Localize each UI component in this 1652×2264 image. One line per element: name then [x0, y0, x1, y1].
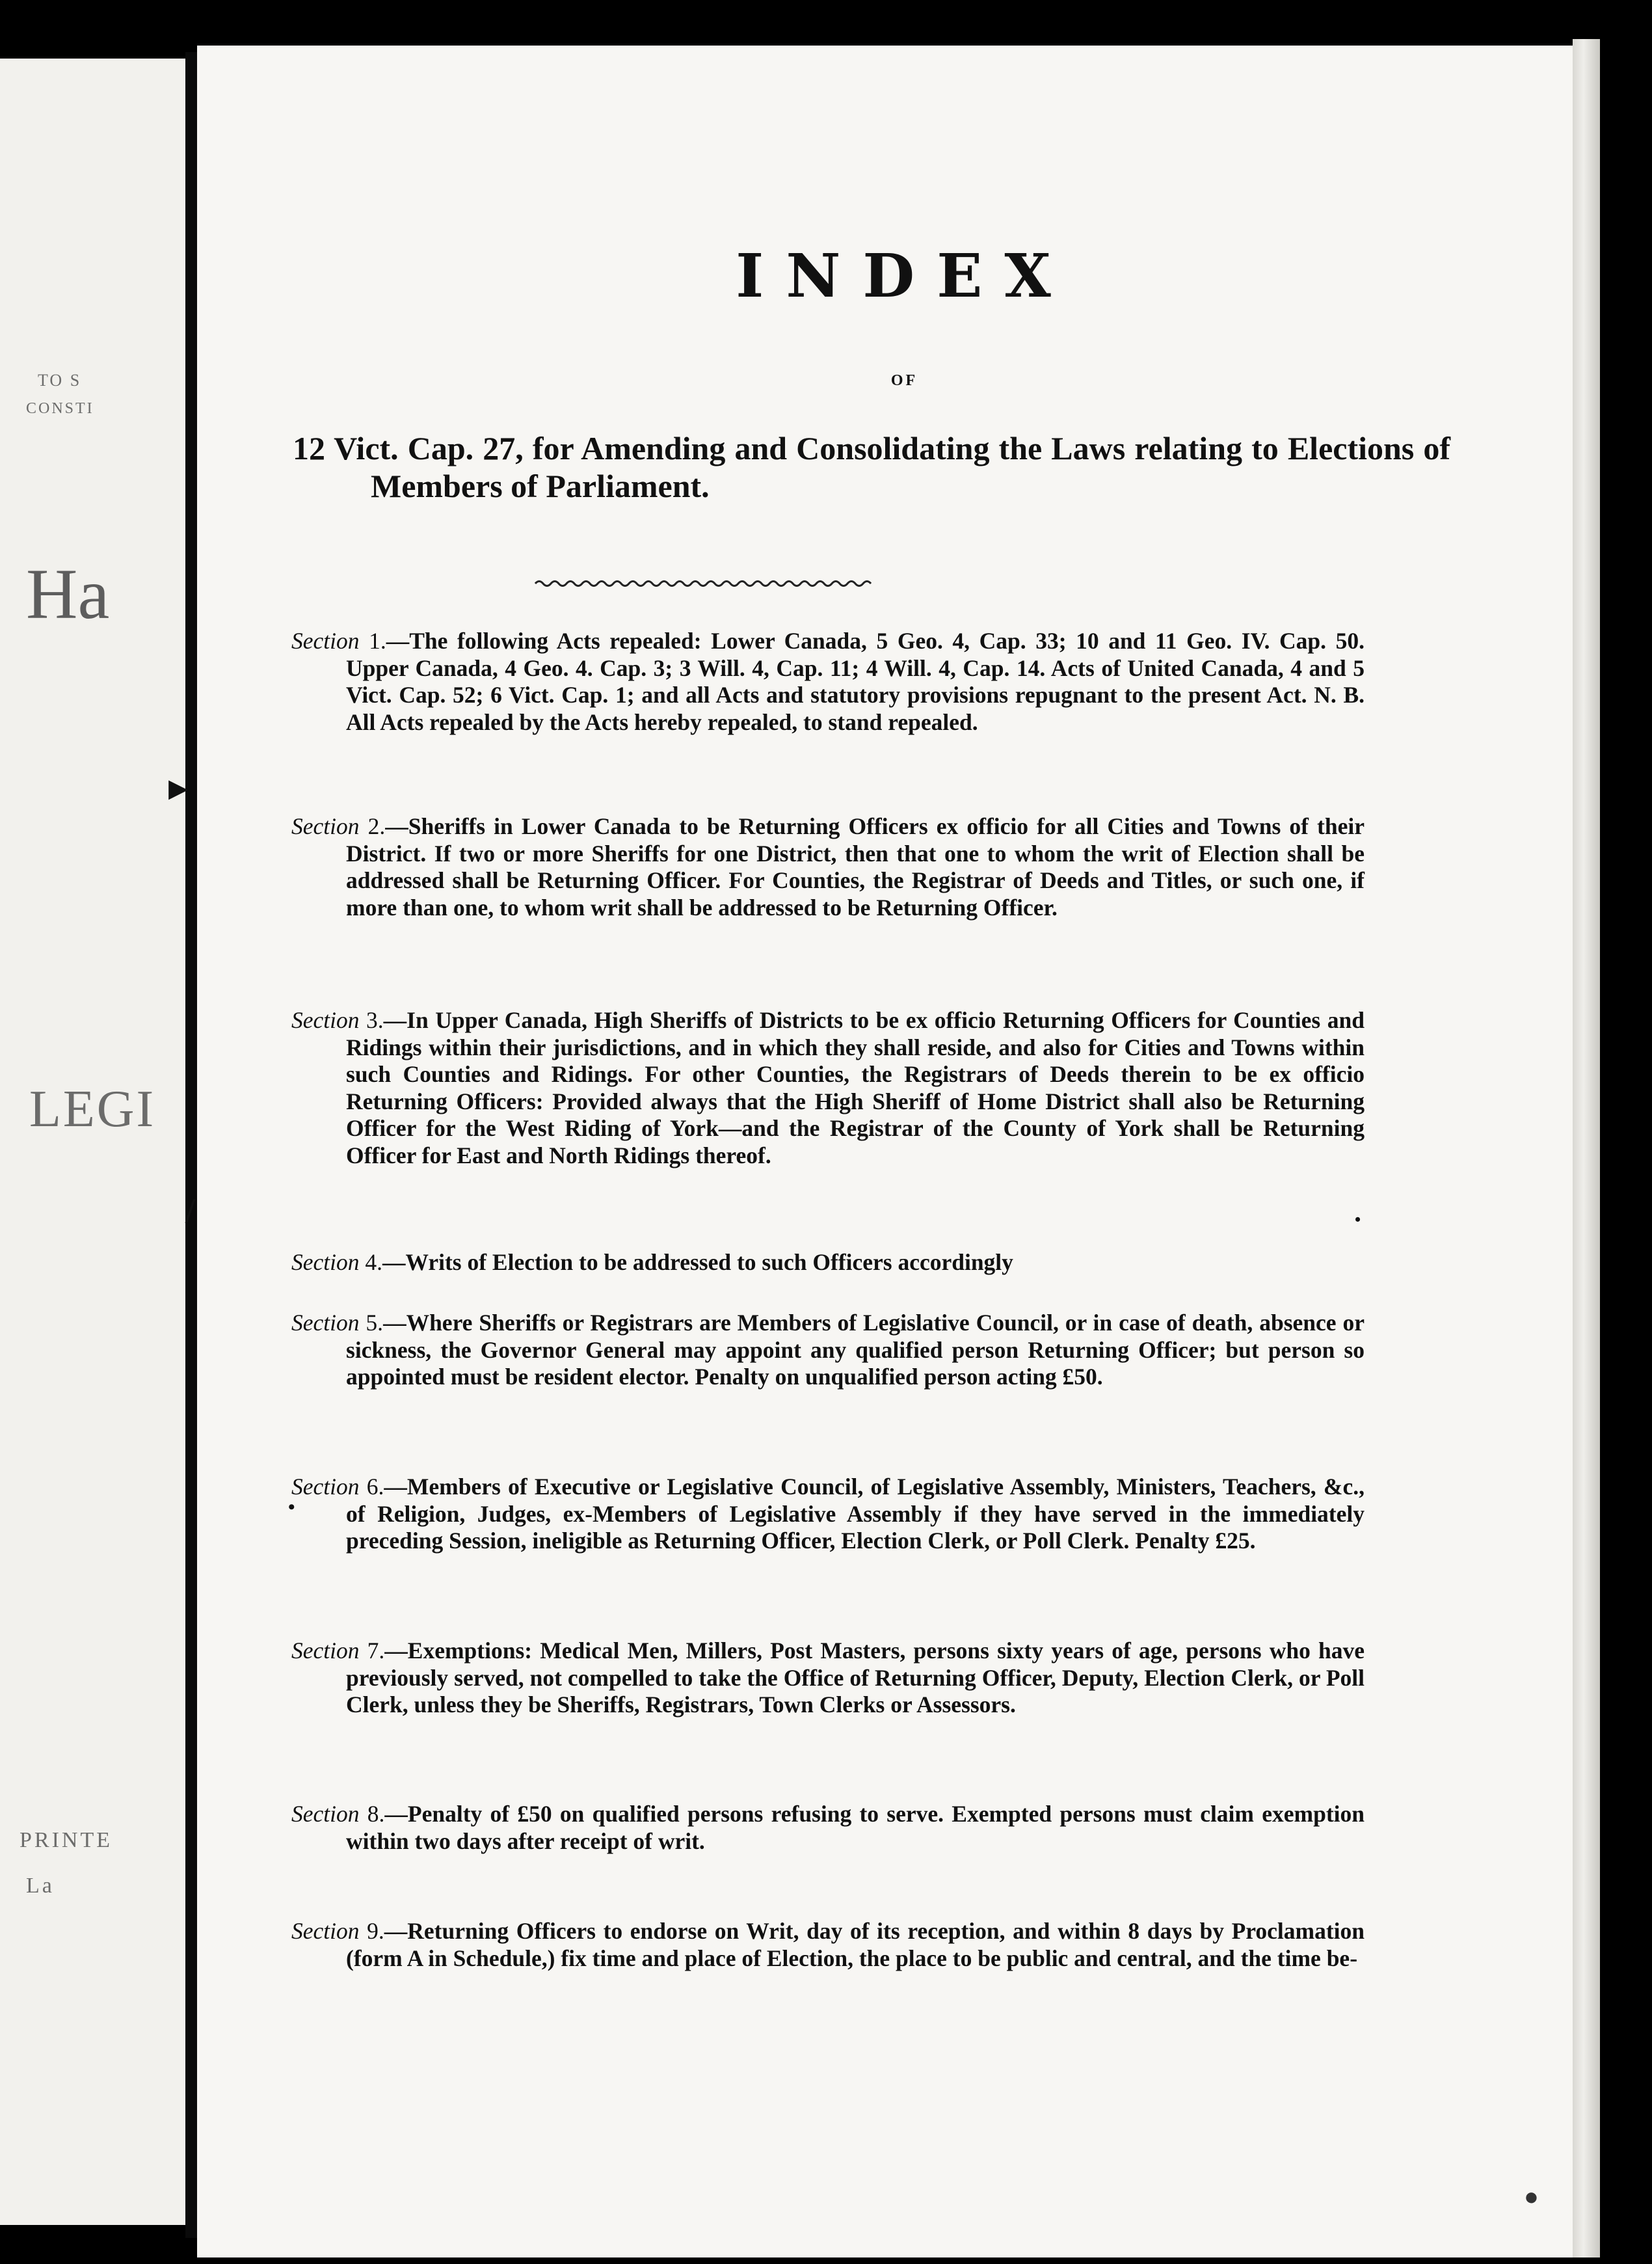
margin-dot: •	[1355, 1210, 1361, 1229]
section-label: Section	[291, 1310, 360, 1336]
margin-dot: ●	[1524, 2183, 1539, 2211]
margin-mark: ▸	[168, 766, 189, 809]
section-number: 1.	[359, 628, 386, 654]
section-text: —The following Acts repealed: Lower Canada, 5 Geo. 4, Cap. 33; 10 and 11 Geo. IV. Cap. 50. Upper Canada, 4 Geo. 4. Cap. 3; 3 Will. 4, Cap. 11; 4 Will. 4, Cap. 14. Acts of United Canada, 4 and 5 Vict. Cap. 52; 6 Vict. Cap. 1; and all Acts and statutory provisions repugnant to the present Act. N. B. All Acts repealed by the Acts hereby repealed, to stand repealed.	[346, 628, 1365, 735]
section-number: 9.	[359, 1918, 384, 1944]
left-fragment-la: La	[26, 1874, 55, 1898]
margin-dot: •	[288, 1496, 295, 1518]
page-edge	[1573, 39, 1600, 2257]
section-9	[291, 1918, 1365, 1972]
section-number: 6.	[359, 1474, 384, 1500]
section-number: 7.	[359, 1637, 385, 1664]
page-title: INDEX	[736, 241, 1073, 311]
section-number: 4.	[359, 1249, 382, 1275]
section-label: Section	[291, 628, 360, 654]
section-2	[291, 813, 1365, 921]
section-label: Section	[291, 1474, 360, 1500]
section-label: Section	[291, 1637, 360, 1664]
section-number: 8.	[359, 1801, 385, 1827]
binding-gutter	[185, 52, 197, 2238]
section-label: Section	[291, 1249, 360, 1275]
section-1	[291, 628, 1365, 736]
section-label: Section	[291, 1007, 360, 1033]
section-5	[291, 1310, 1365, 1391]
page-subtitle: 12 Vict. Cap. 27, for Amending and Consolidating the Laws relating to Elections of Members of Parliament.	[293, 430, 1450, 504]
section-text: —Penalty of £50 on qualified persons refusing to serve. Exempted persons must claim exemption within two days after receipt of writ.	[346, 1801, 1365, 1854]
section-4	[291, 1249, 1365, 1276]
section-8	[291, 1801, 1365, 1855]
left-fragment-const: CONSTI	[26, 400, 94, 417]
section-text: —Where Sheriffs or Registrars are Members of Legislative Council, or in case of death, absence or sickness, the Governor General may appoint any qualified person Returning Officer; but person so appointed must be resident elector. Penalty on unqualified person acting £50.	[346, 1310, 1365, 1390]
section-label: Section	[291, 1918, 360, 1944]
section-text: —Exemptions: Medical Men, Millers, Post Masters, persons sixty years of age, persons who have previously served, not compelled to take the Office of Returning Officer, Deputy, Election Clerk, or Poll Clerk, unless they be Sheriffs, Registrars, Town Clerks or Assessors.	[346, 1637, 1365, 1718]
section-text: —Writs of Election to be addressed to such Officers accordingly	[382, 1249, 1013, 1275]
section-text: —In Upper Canada, High Sheriffs of Districts to be ex officio Returning Officers for Counties and Ridings within their jurisdictions, and in which they shall reside, and also for Cities and Towns within such Counties and Ridings. For other Counties, the Registrars of Deeds therein to be ex officio Returning Officers: Provided always that the High Sheriff of Home District shall also be Returning Officer for the West Riding of York—and the Registrar of the County of York shall be Returning Officer for East and North Ridings thereof.	[346, 1007, 1365, 1168]
index-page	[168, 46, 1573, 2257]
section-label: Section	[291, 1801, 360, 1827]
section-3	[291, 1007, 1365, 1169]
section-7	[291, 1637, 1365, 1719]
margin-mark: /	[185, 1191, 196, 1230]
previous-page-fragment	[0, 59, 185, 2225]
section-text: —Sheriffs in Lower Canada to be Returning Officers ex officio for all Cities and Towns of their District. If two or more Sheriffs for one District, then that one to whom the writ of Election shall be addressed shall be Returning Officer. For Counties, the Registrar of Deeds and Titles, or such one, if more than one, to whom writ shall be addressed to be Returning Officer.	[346, 813, 1365, 921]
left-fragment-leg: LEGI	[29, 1081, 156, 1138]
title-connector: OF	[890, 372, 918, 389]
section-text: —Returning Officers to endorse on Writ, day of its reception, and within 8 days by Proclamation (form A in Schedule,) fix time and place of Election, the place to be public and central, and the time be-	[346, 1918, 1365, 1971]
left-fragment-print: PRINTE	[20, 1828, 113, 1852]
section-number: 2.	[359, 813, 386, 839]
section-label: Section	[291, 813, 360, 839]
section-text: —Members of Executive or Legislative Council, of Legislative Assembly, Ministers, Teachers, &c., of Religion, Judges, ex-Members of Legislative Assembly if they have served in the immediately preceding Session, ineligible as Returning Officer, Election Clerk, or Poll Clerk. Penalty £25.	[346, 1474, 1365, 1554]
section-number: 3.	[359, 1007, 384, 1033]
wavy-rule-ornament	[535, 579, 873, 588]
left-fragment-to: TO S	[38, 371, 82, 390]
left-fragment-heading: Ha	[26, 554, 110, 634]
section-6	[291, 1474, 1365, 1555]
section-number: 5.	[359, 1310, 384, 1336]
